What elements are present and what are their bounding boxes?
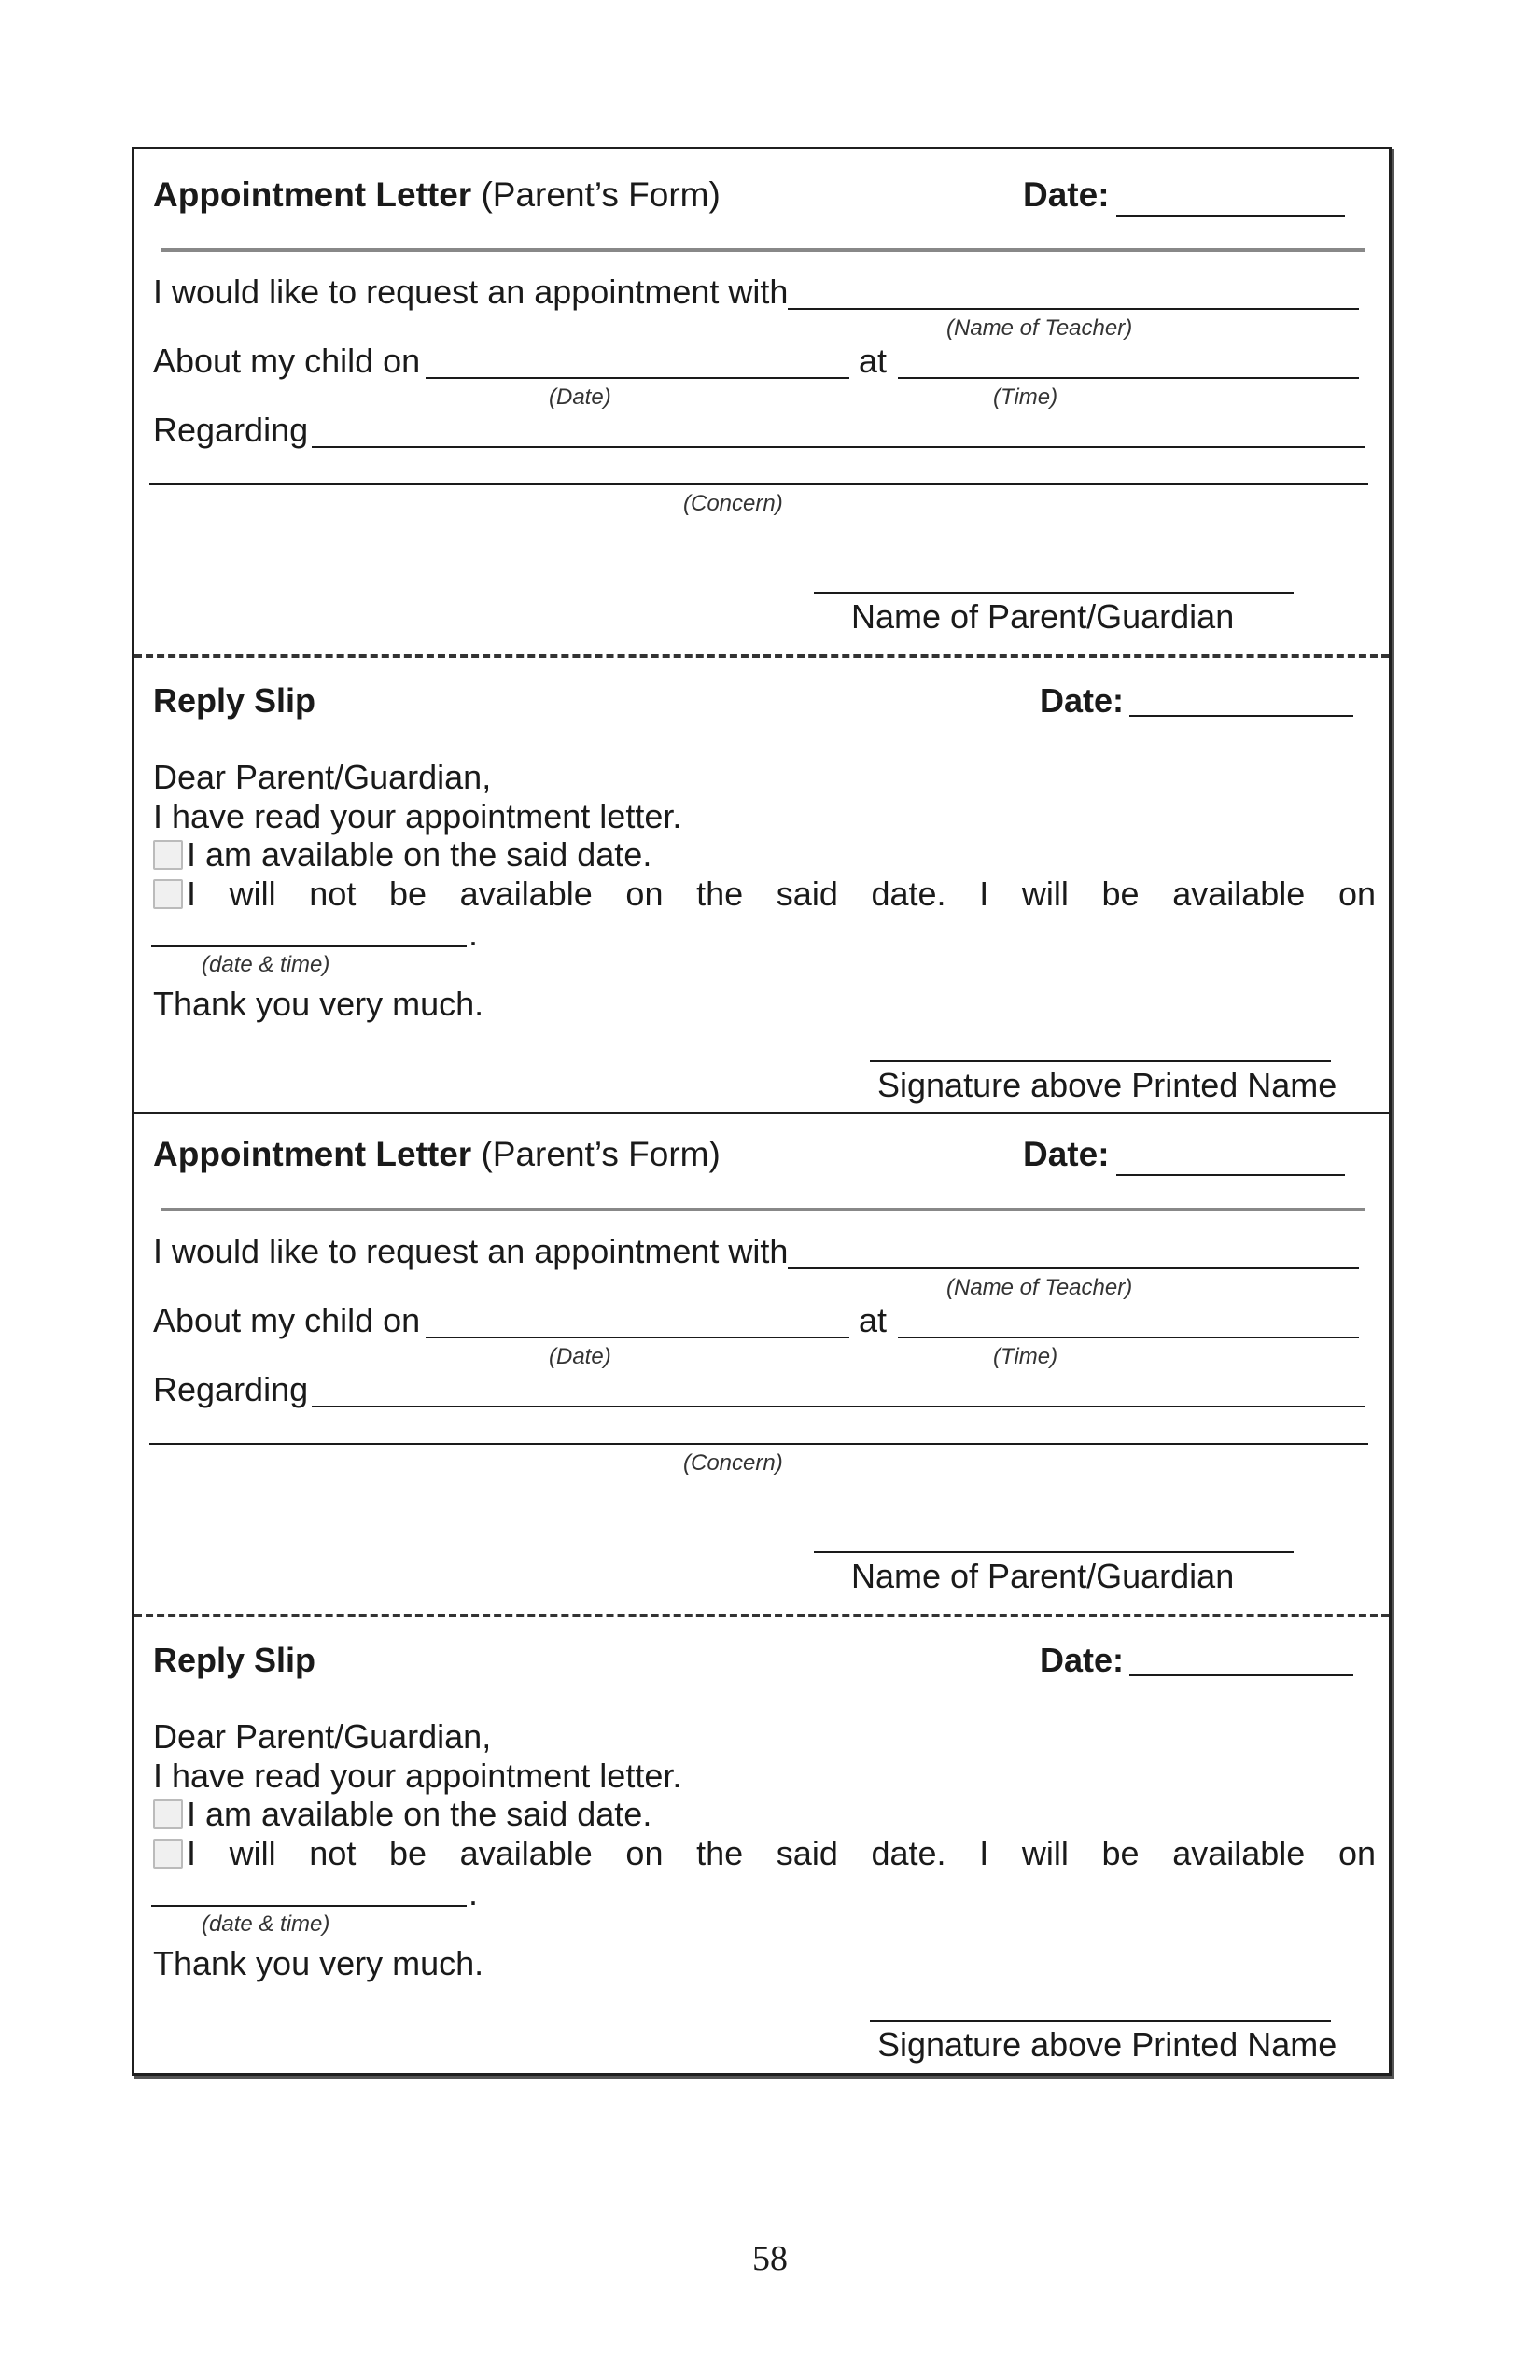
form-panel-1 bbox=[134, 149, 1389, 1115]
reply-signature-label: Signature above Printed Name bbox=[877, 1066, 1337, 1104]
not-available-checkbox[interactable] bbox=[153, 1839, 183, 1869]
about-text: About my child on bbox=[153, 342, 421, 380]
concern-field-line-2[interactable] bbox=[149, 483, 1368, 485]
teacher-hint: (Name of Teacher) bbox=[946, 1275, 1133, 1300]
option-not-available: I will not be available on the said date. I will be available on bbox=[153, 1834, 1376, 1873]
regarding-text: Regarding bbox=[153, 1370, 309, 1408]
reply-signature-field[interactable] bbox=[870, 1060, 1331, 1062]
period: . bbox=[469, 915, 479, 953]
option-available: I am available on the said date. bbox=[153, 1795, 651, 1834]
date-hint: (Date) bbox=[549, 385, 611, 410]
header-rule bbox=[161, 1208, 1365, 1211]
datetime-hint: (date & time) bbox=[202, 952, 330, 977]
at-text: at bbox=[859, 1301, 888, 1339]
parent-signature-field[interactable] bbox=[814, 1551, 1294, 1553]
greeting: Dear Parent/Guardian, bbox=[153, 1717, 492, 1756]
concern-hint: (Concern) bbox=[683, 491, 783, 516]
appointment-form-sheet bbox=[132, 147, 1392, 2076]
read-confirmation: I have read your appointment letter. bbox=[153, 797, 682, 835]
parent-signature-field[interactable] bbox=[814, 592, 1294, 594]
date-hint: (Date) bbox=[549, 1344, 611, 1369]
concern-field-line-2[interactable] bbox=[149, 1443, 1368, 1445]
parent-signature-label: Name of Parent/Guardian bbox=[851, 1557, 1235, 1595]
reply-slip-title: Reply Slip bbox=[153, 681, 316, 720]
concern-field[interactable] bbox=[312, 1406, 1365, 1407]
not-available-checkbox[interactable] bbox=[153, 879, 183, 909]
appointment-time-field[interactable] bbox=[898, 1337, 1359, 1338]
time-hint: (Time) bbox=[993, 1344, 1058, 1369]
at-text: at bbox=[859, 342, 888, 380]
date-field[interactable] bbox=[1116, 1174, 1345, 1176]
form-panel-2 bbox=[134, 1113, 1389, 2079]
option-available: I am available on the said date. bbox=[153, 835, 651, 875]
reply-date-field[interactable] bbox=[1129, 1674, 1353, 1676]
about-text: About my child on bbox=[153, 1301, 421, 1339]
reply-date-label: Date: bbox=[1040, 1641, 1125, 1679]
concern-field[interactable] bbox=[312, 446, 1365, 448]
teacher-hint: (Name of Teacher) bbox=[946, 315, 1133, 341]
concern-hint: (Concern) bbox=[683, 1450, 783, 1476]
reply-slip-title: Reply Slip bbox=[153, 1641, 316, 1679]
thanks-text: Thank you very much. bbox=[153, 985, 484, 1023]
available-checkbox[interactable] bbox=[153, 840, 183, 870]
greeting: Dear Parent/Guardian, bbox=[153, 758, 492, 796]
available-checkbox[interactable] bbox=[153, 1799, 183, 1829]
page-number: 58 bbox=[752, 2239, 788, 2278]
appointment-date-field[interactable] bbox=[426, 1337, 849, 1338]
datetime-hint: (date & time) bbox=[202, 1911, 330, 1937]
reply-date-label: Date: bbox=[1040, 681, 1125, 720]
date-label: Date: bbox=[1023, 175, 1110, 214]
thanks-text: Thank you very much. bbox=[153, 1944, 484, 1982]
reply-signature-label: Signature above Printed Name bbox=[877, 2025, 1337, 2064]
appointment-date-field[interactable] bbox=[426, 377, 849, 379]
alternate-datetime-field[interactable] bbox=[151, 1905, 467, 1907]
cut-line bbox=[134, 654, 1389, 658]
teacher-name-field[interactable] bbox=[788, 308, 1359, 310]
regarding-text: Regarding bbox=[153, 411, 309, 449]
option-not-available: I will not be available on the said date. I will be available on bbox=[153, 875, 1376, 914]
header-rule bbox=[161, 248, 1365, 252]
cut-line bbox=[134, 1614, 1389, 1617]
read-confirmation: I have read your appointment letter. bbox=[153, 1757, 682, 1795]
form-title: Appointment Letter (Parent’s Form) bbox=[153, 175, 721, 214]
alternate-datetime-field[interactable] bbox=[151, 945, 467, 947]
date-label: Date: bbox=[1023, 1135, 1110, 1173]
time-hint: (Time) bbox=[993, 385, 1058, 410]
reply-signature-field[interactable] bbox=[870, 2020, 1331, 2022]
period: . bbox=[469, 1874, 479, 1912]
appointment-time-field[interactable] bbox=[898, 377, 1359, 379]
parent-signature-label: Name of Parent/Guardian bbox=[851, 597, 1235, 636]
form-title: Appointment Letter (Parent’s Form) bbox=[153, 1135, 721, 1173]
request-text: I would like to request an appointment with bbox=[153, 273, 789, 311]
teacher-name-field[interactable] bbox=[788, 1267, 1359, 1269]
date-field[interactable] bbox=[1116, 215, 1345, 217]
request-text: I would like to request an appointment with bbox=[153, 1232, 789, 1270]
reply-date-field[interactable] bbox=[1129, 715, 1353, 717]
